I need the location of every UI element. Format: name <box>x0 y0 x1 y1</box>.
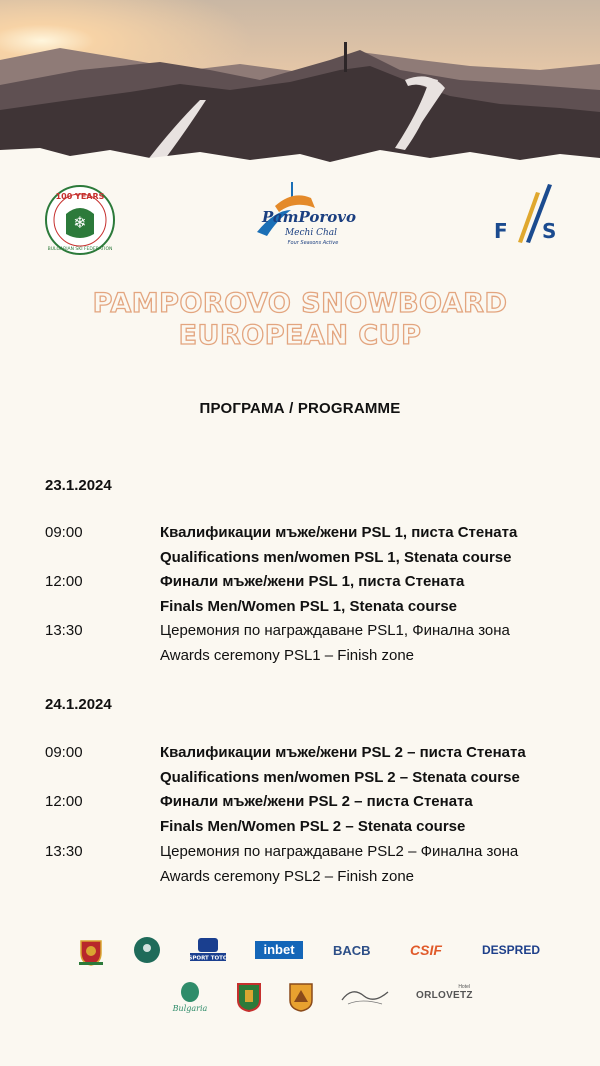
schedule-text-bg: Церемония по награждаване PSL1, Финална зона <box>160 622 510 639</box>
bulgarian-coat-of-arms-logo <box>75 935 107 967</box>
hero-mountain-image <box>0 0 600 185</box>
svg-text:Four Seasons Active: Four Seasons Active <box>287 240 339 246</box>
region-crest-logo <box>288 982 314 1012</box>
orlovetz-hotel-logo: Hotel ORLOVETZ <box>416 984 473 1001</box>
event-title-line1: PAMPOROVO SNOWBOARD <box>92 288 508 319</box>
svg-text:F: F <box>494 219 508 243</box>
schedule-text-bg: Финали мъже/жени PSL 2 – писта Стената <box>160 793 473 810</box>
hotel-script-logo <box>338 984 392 1010</box>
schedule-text-en: Finals Men/Women PSL 2 – Stenata course <box>160 817 466 835</box>
schedule-time: 12:00 <box>45 573 83 590</box>
schedule-time: 13:30 <box>45 622 83 639</box>
schedule-entry <box>160 840 518 889</box>
bulgarian-ski-federation-logo <box>44 184 116 256</box>
schedule-text-bg: Церемония по награждаване PSL2 – Финална зона <box>160 843 519 860</box>
schedule-entry <box>160 790 473 839</box>
svg-text:SPORT TOTO: SPORT TOTO <box>190 955 226 962</box>
schedule-time: 09:00 <box>45 524 83 541</box>
sport-toto-logo <box>190 938 226 962</box>
schedule-entry <box>160 521 517 570</box>
svg-text:Mechi Chal: Mechi Chal <box>284 228 338 238</box>
csif-logo: CSIF <box>410 942 442 958</box>
schedule-text-bg: Квалификации мъже/жени PSL 2 – писта Стената <box>160 744 526 761</box>
schedule-time: 13:30 <box>45 843 83 860</box>
bulgaria-tourism-badge-logo <box>133 936 161 964</box>
bacb-logo: BACB <box>333 943 371 958</box>
schedule-entry <box>160 570 464 619</box>
schedule-text-en: Qualifications men/women PSL 1, Stenata course <box>160 548 512 566</box>
svg-text:PamPorovo: PamPorovo <box>262 208 356 226</box>
schedule-text-en: Awards ceremony PSL2 – Finish zone <box>160 867 415 885</box>
logo-row <box>0 180 600 265</box>
inbet-logo: inbet <box>255 941 303 959</box>
schedule-entry <box>160 619 510 668</box>
schedule-text-en: Qualifications men/women PSL 2 – Stenata course <box>160 768 520 786</box>
day-date: 24.1.2024 <box>45 696 112 713</box>
svg-text:100 YEARS: 100 YEARS <box>55 192 105 201</box>
svg-text:S: S <box>542 219 557 243</box>
pamporovo-logo <box>245 180 365 260</box>
schedule-text-en: Awards ceremony PSL1 – Finish zone <box>160 646 415 664</box>
event-title-line2: EUROPEAN CUP <box>178 320 422 351</box>
municipality-crest-logo <box>236 982 262 1012</box>
schedule-time: 12:00 <box>45 793 83 810</box>
despred-logo: DESPRED <box>482 943 541 957</box>
fis-logo <box>492 182 564 252</box>
schedule-text-en: Finals Men/Women PSL 1, Stenata course <box>160 597 458 615</box>
programme-heading: ПРОГРАМА / PROGRAMME <box>199 400 401 417</box>
schedule-text-bg: Финали мъже/жени PSL 1, писта Стената <box>160 573 465 590</box>
svg-text:❄: ❄ <box>73 213 87 232</box>
bulgaria-logo <box>168 980 212 1014</box>
svg-text:Bulgaria: Bulgaria <box>172 1004 208 1013</box>
schedule-text-bg: Квалификации мъже/жени PSL 1, писта Стената <box>160 524 518 541</box>
schedule-entry <box>160 741 526 790</box>
day-date: 23.1.2024 <box>45 477 112 494</box>
schedule-time: 09:00 <box>45 744 83 761</box>
svg-text:BULGARIAN SKI FEDERATION: BULGARIAN SKI FEDERATION <box>47 247 113 252</box>
